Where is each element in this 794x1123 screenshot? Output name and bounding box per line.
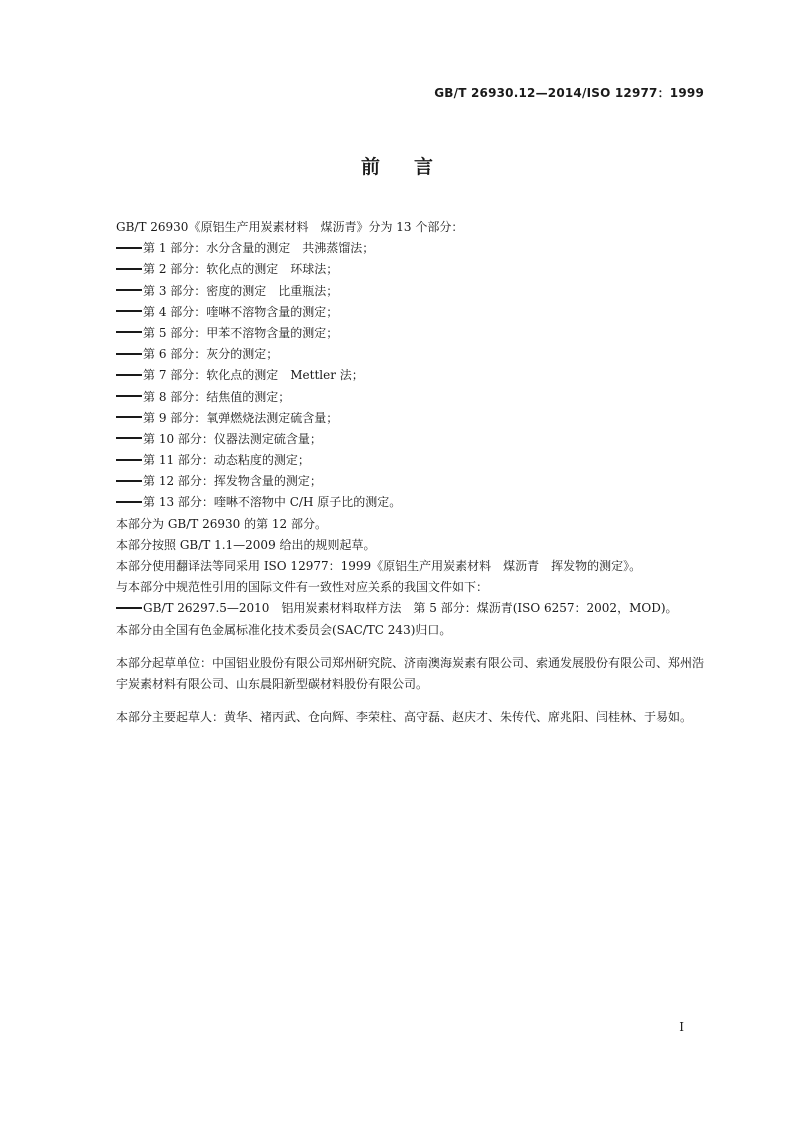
parts-list bbox=[92, 238, 704, 513]
part-of-statement: 本部分为 GB/T 26930 的第 12 部分。 bbox=[116, 516, 327, 531]
dash-mark bbox=[116, 413, 143, 423]
part-8: 第 8 部分：结焦值的测定； bbox=[143, 389, 291, 404]
dash-mark bbox=[116, 244, 143, 254]
dash-mark bbox=[116, 498, 143, 508]
list-item bbox=[92, 323, 704, 344]
list-item bbox=[92, 408, 704, 429]
title-char-1: 前 bbox=[360, 156, 380, 178]
dash-mark bbox=[116, 456, 143, 466]
part-7: 第 7 部分：软化点的测定 Mettler 法； bbox=[143, 368, 364, 383]
part-10: 第 10 部分：仪器法测定硫含量； bbox=[143, 431, 322, 446]
dash-mark bbox=[116, 371, 143, 381]
page-number: I bbox=[679, 1020, 684, 1034]
list-item bbox=[92, 471, 704, 492]
part-6: 第 6 部分：灰分的测定； bbox=[143, 347, 279, 362]
dash-mark bbox=[116, 604, 143, 614]
part-9: 第 9 部分：氧弹燃烧法测定硫含量； bbox=[143, 410, 339, 425]
dash-mark bbox=[116, 350, 143, 360]
title-char-2: 言 bbox=[414, 156, 434, 178]
part-2: 第 2 部分：软化点的测定 环球法； bbox=[143, 262, 339, 277]
part-4: 第 4 部分：喹啉不溶物含量的测定； bbox=[143, 304, 339, 319]
correspondence-statement: 与本部分中规范性引用的国际文件有一致性对应关系的我国文件如下： bbox=[116, 580, 489, 595]
part-1: 第 1 部分：水分含量的测定 共沸蒸馏法； bbox=[143, 241, 375, 256]
dash-mark bbox=[116, 265, 143, 275]
list-item bbox=[92, 365, 704, 386]
drafting-units-statement: 本部分起草单位：中国铝业股份有限公司郑州研究院、济南澳海炭素有限公司、索通发展股份有限公司、郑州浩宇炭素材料有限公司、山东晨阳新型碳材料股份有限公司。 bbox=[116, 655, 705, 691]
list-item bbox=[92, 492, 704, 513]
part-3: 第 3 部分：密度的测定 比重瓶法； bbox=[143, 283, 339, 298]
dash-mark bbox=[116, 392, 143, 402]
drafters-statement: 本部分主要起草人：黄华、褚丙武、仓向辉、李荣柱、高守磊、赵庆才、朱传代、席兆阳、闫桂林、于易如。 bbox=[116, 710, 693, 725]
list-item bbox=[92, 429, 704, 450]
translation-statement: 本部分使用翻译法等同采用 ISO 12977：1999《原铝生产用炭素材料 煤沥青 挥发物的测定》。 bbox=[116, 559, 642, 573]
list-item bbox=[92, 387, 704, 408]
list-item bbox=[92, 450, 704, 471]
foreword-body bbox=[92, 217, 704, 740]
dash-mark bbox=[116, 286, 143, 296]
page-title bbox=[0, 152, 794, 179]
part-11: 第 11 部分：动态粘度的测定； bbox=[143, 453, 310, 468]
part-5: 第 5 部分：甲苯不溶物含量的测定； bbox=[143, 325, 339, 340]
part-12: 第 12 部分：挥发物含量的测定； bbox=[143, 474, 322, 489]
list-item bbox=[92, 598, 704, 619]
list-item bbox=[92, 281, 704, 302]
dash-mark bbox=[116, 434, 143, 444]
list-item bbox=[92, 344, 704, 365]
dash-mark bbox=[116, 477, 143, 487]
dash-mark bbox=[116, 328, 143, 338]
intro-line: GB/T 26930《原铝生产用炭素材料 煤沥青》分为 13 个部分： bbox=[116, 220, 464, 234]
list-item bbox=[92, 302, 704, 323]
dash-mark bbox=[116, 307, 143, 317]
committee-statement: 本部分由全国有色金属标准化技术委员会(SAC/TC 243)归口。 bbox=[116, 622, 452, 637]
correspondence-item: GB/T 26297.5—2010 铝用炭素材料取样方法 第 5 部分：煤沥青(ISO 6257：2002，MOD)。 bbox=[143, 601, 678, 616]
part-13: 第 13 部分：喹啉不溶物中 C/H 原子比的测定。 bbox=[143, 495, 402, 510]
standard-number-header: GB/T 26930.12—2014/ISO 12977：1999 bbox=[434, 86, 704, 100]
list-item bbox=[92, 259, 704, 280]
list-item bbox=[92, 238, 704, 259]
drafting-rules-statement: 本部分按照 GB/T 1.1—2009 给出的规则起草。 bbox=[116, 537, 376, 552]
